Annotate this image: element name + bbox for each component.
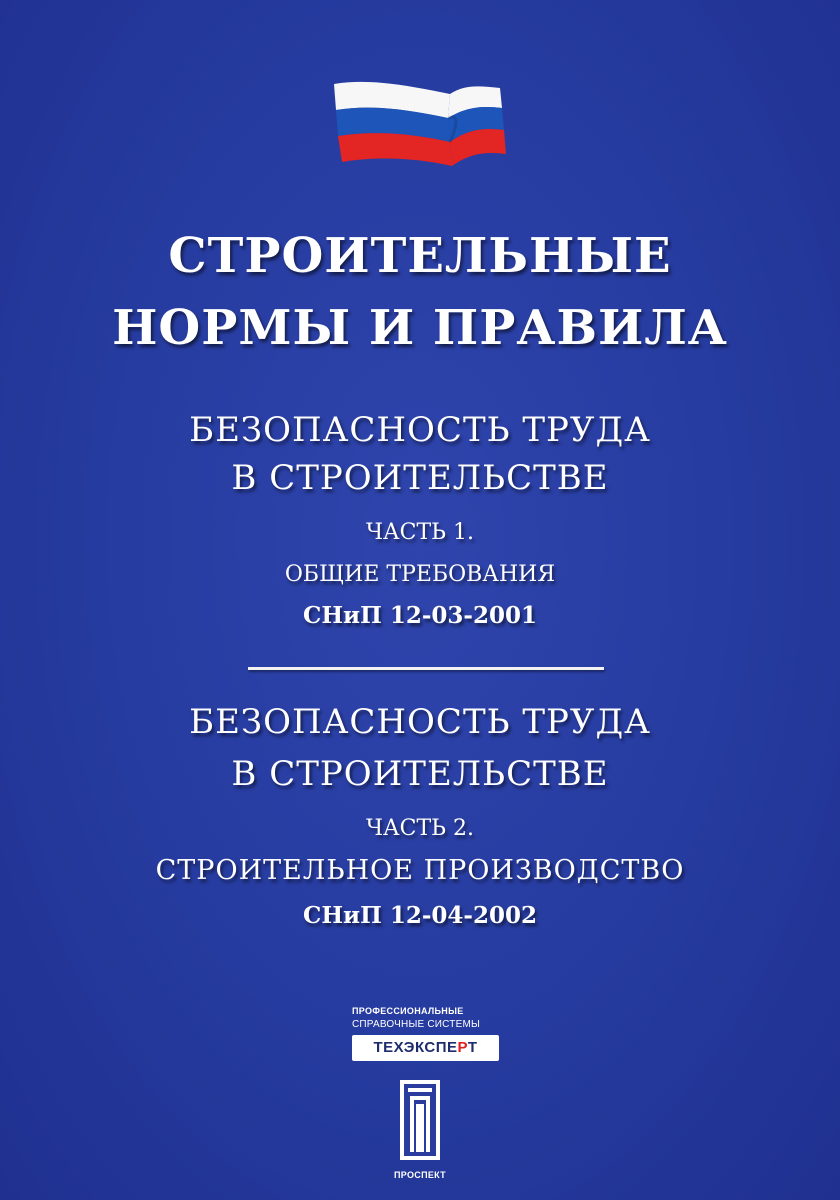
section1-code: СНиП 12-03-2001 (303, 602, 537, 629)
title-line-1: СТРОИТЕЛЬНЫЕ (168, 228, 672, 284)
title-line-2: НОРМЫ И ПРАВИЛА (112, 300, 728, 356)
section2-heading-line2: В СТРОИТЕЛЬСТВЕ (231, 754, 609, 794)
section1-heading-line1: БЕЗОПАСНОСТЬ ТРУДА (189, 410, 651, 450)
techexpert-logo (352, 1006, 502, 1066)
section1-subtitle: ОБЩИЕ ТРЕБОВАНИЯ (284, 562, 556, 587)
techexpert-line2: СПРАВОЧНЫЕ СИСТЕМЫ (352, 1019, 481, 1030)
techexpert-brand-part1: ТЕХЭКСПЕ (373, 1039, 458, 1056)
techexpert-brand-part2: Т (467, 1039, 478, 1056)
divider-line (248, 667, 604, 670)
techexpert-brand-mark: Р (457, 1039, 468, 1056)
section1-heading-line2: В СТРОИТЕЛЬСТВЕ (231, 458, 609, 498)
techexpert-brand (352, 1035, 499, 1061)
russian-flag-icon (330, 78, 510, 174)
section2-code: СНиП 12-04-2002 (303, 902, 537, 929)
section2-part: ЧАСТЬ 2. (366, 816, 474, 841)
section2-heading-line1: БЕЗОПАСНОСТЬ ТРУДА (189, 702, 651, 742)
section2-subtitle: СТРОИТЕЛЬНОЕ ПРОИЗВОДСТВО (155, 855, 685, 886)
techexpert-line1: ПРОФЕССИОНАЛЬНЫЕ (352, 1006, 464, 1016)
prospekt-logo-icon (400, 1080, 440, 1160)
publisher-name: ПРОСПЕКТ (394, 1170, 446, 1180)
section1-part: ЧАСТЬ 1. (366, 520, 474, 545)
